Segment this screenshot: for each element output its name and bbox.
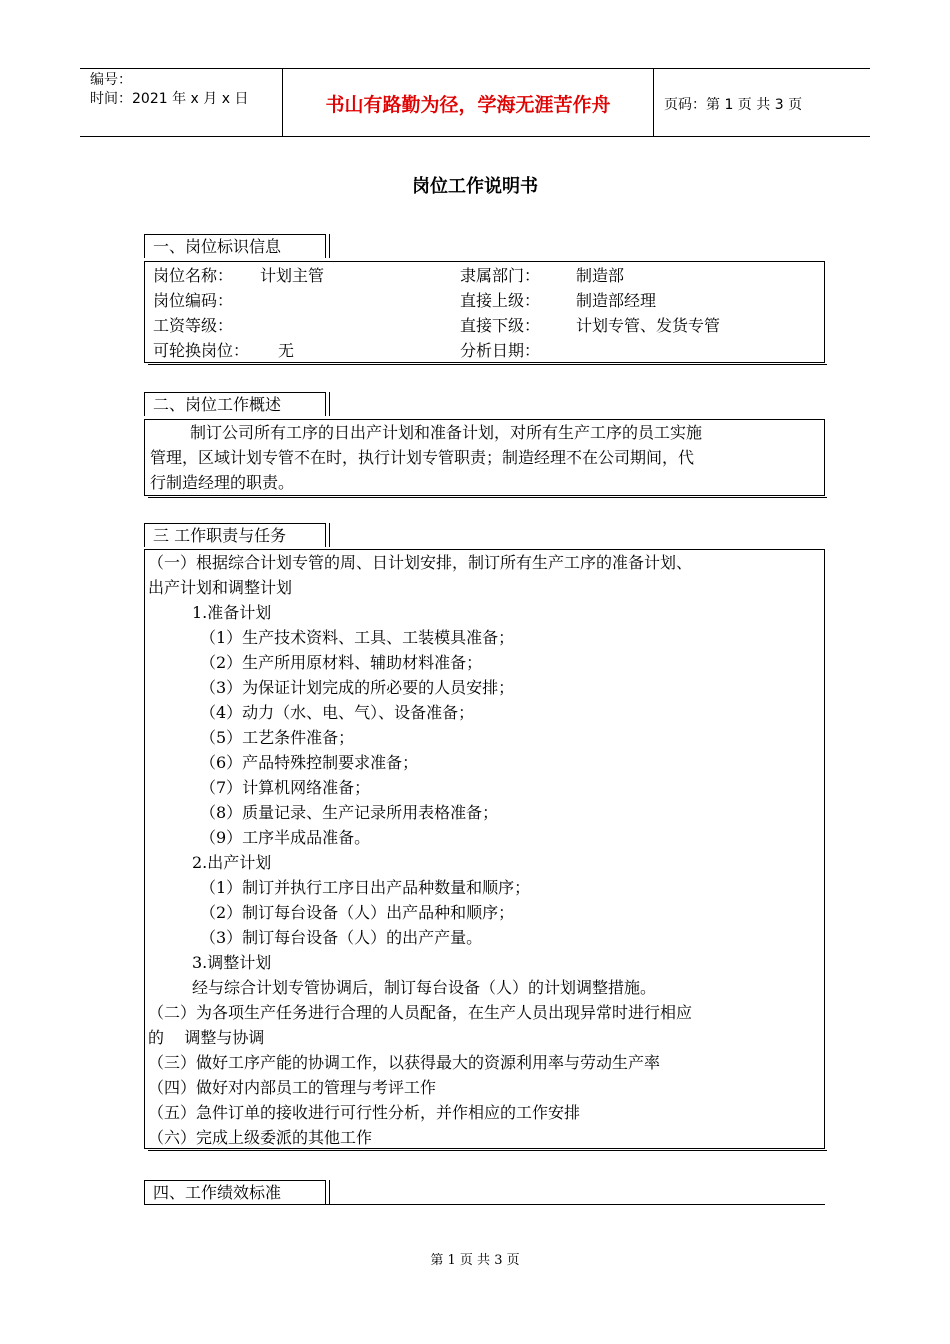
plan-item: （3）制订每台设备（人）的出产产量。 [200, 928, 483, 947]
number-label: 编号： [90, 72, 132, 88]
document-title: 岗位工作说明书 [412, 176, 538, 197]
subordinate-value: 计划专管、发货专管 [576, 316, 721, 335]
rotation-label: 可轮换岗位： [153, 341, 250, 360]
plan-item: （4）动力（水、电、气）、设备准备； [200, 703, 475, 722]
salary-grade-label: 工资等级： [153, 316, 234, 335]
position-name-value: 计划主管 [260, 266, 325, 285]
subordinate-label: 直接下级： [460, 316, 541, 335]
plan-item: （6）产品特殊控制要求准备； [200, 753, 419, 772]
header-motto: 书山有路勤为径，学海无涯苦作舟 [325, 94, 611, 116]
duty-item: （五）急件订单的接收进行可行性分析，并作相应的工作安排 [148, 1103, 581, 1122]
plan-item: （5）工艺条件准备； [200, 728, 355, 747]
analysis-date-label: 分析日期： [460, 341, 541, 360]
duty-item: （六）完成上级委派的其他工作 [148, 1128, 373, 1147]
plan-item: 经与综合计划专管协调后，制订每台设备（人）的计划调整措施。 [192, 978, 657, 997]
plan-item: （2）制订每台设备（人）出产品种和顺序； [200, 903, 515, 922]
duty-item: 的 调整与协调 [148, 1028, 265, 1047]
department-label: 隶属部门： [460, 266, 541, 285]
overview-text [150, 420, 818, 495]
plan-item: （7）计算机网络准备； [200, 778, 371, 797]
superior-value: 制造部经理 [576, 291, 657, 310]
header-info [90, 71, 248, 109]
section3-heading: 三 工作职责与任务 [144, 523, 326, 547]
section1-heading: 一、岗位标识信息 [144, 234, 326, 258]
overview-line: 管理，区域计划专管不在时，执行计划专管职责；制造经理不在公司期间，代 [150, 448, 695, 467]
plan-heading: 3.调整计划 [192, 953, 272, 972]
page-footer: 第 1 页 共 3 页 [430, 1253, 520, 1268]
superior-label: 直接上级： [460, 291, 541, 310]
section2-heading: 二、岗位工作概述 [144, 392, 326, 416]
responsibilities-list [148, 550, 820, 1150]
overview-line: 行制造经理的职责。 [150, 473, 295, 492]
time-label: 时间：2021 年 x 月 x 日 [90, 91, 249, 107]
header-bottom-rule [80, 136, 870, 137]
plan-item: （2）生产所用原材料、辅助材料准备； [200, 653, 483, 672]
overview-line: 制订公司所有工序的日出产计划和准备计划，对所有生产工序的员工实施 [190, 423, 703, 442]
department-value: 制造部 [576, 266, 625, 285]
position-name-label: 岗位名称： [153, 266, 234, 285]
duty-item: （二）为各项生产任务进行合理的人员配备，在生产人员出现异常时进行相应 [148, 1003, 693, 1022]
rotation-value: 无 [278, 341, 295, 360]
duty-item: （四）做好对内部员工的管理与考评工作 [148, 1078, 437, 1097]
section4-rule [144, 1204, 825, 1205]
duty-item: （三）做好工序产能的协调工作，以获得最大的资源利用率与劳动生产率 [148, 1053, 661, 1072]
plan-heading: 1.准备计划 [192, 603, 272, 622]
duty-item: 出产计划和调整计划 [148, 578, 293, 597]
section4-heading: 四、工作绩效标准 [144, 1180, 326, 1204]
plan-heading: 2.出产计划 [192, 853, 272, 872]
plan-item: （1）生产技术资料、工具、工装模具准备； [200, 628, 515, 647]
header-page-number: 页码：第 1 页 共 3 页 [664, 97, 803, 113]
plan-item: （3）为保证计划完成的所必要的人员安排； [200, 678, 515, 697]
plan-item: （9）工序半成品准备。 [200, 828, 371, 847]
duty-item: （一）根据综合计划专管的周、日计划安排，制订所有生产工序的准备计划、 [148, 553, 693, 572]
plan-item: （8）质量记录、生产记录所用表格准备； [200, 803, 499, 822]
plan-item: （1）制订并执行工序日出产品种数量和顺序； [200, 878, 531, 897]
position-code-label: 岗位编码： [153, 291, 234, 310]
